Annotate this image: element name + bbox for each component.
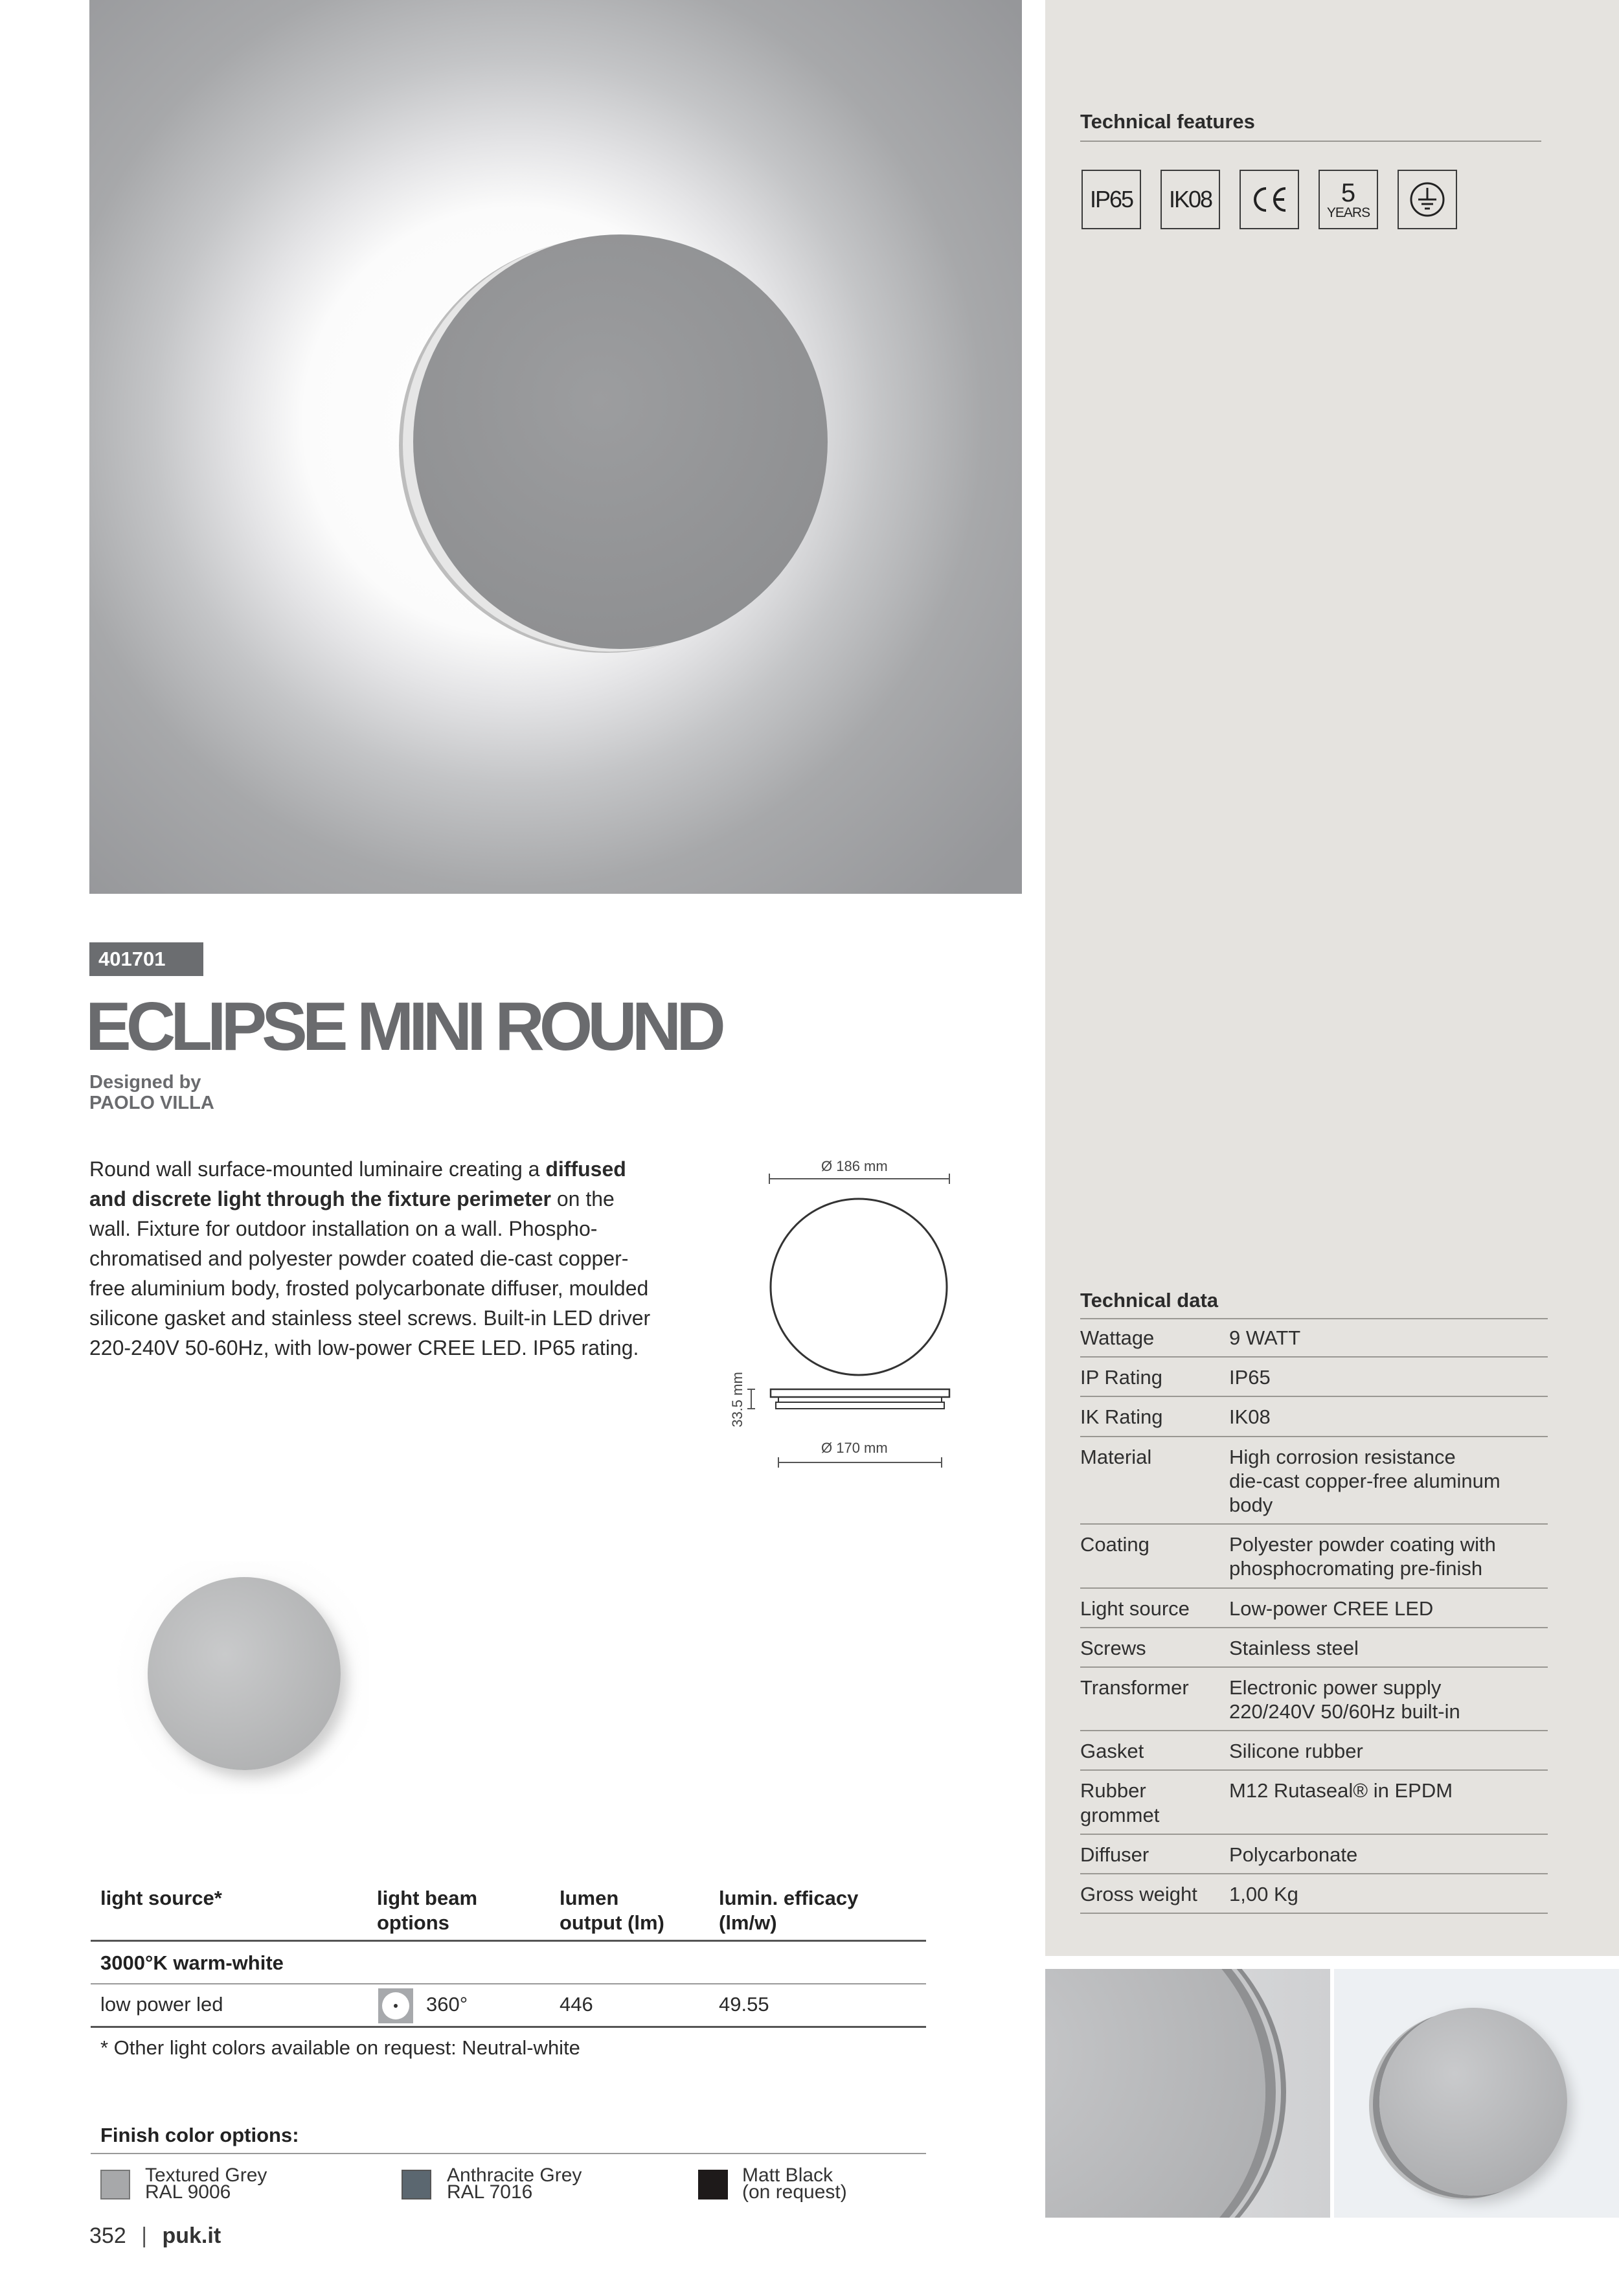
detail-angle-disc <box>1379 2008 1567 2196</box>
finish-rule <box>91 2153 926 2154</box>
table-rule-top <box>91 1940 926 1942</box>
finish-code: RAL 9006 <box>145 2181 231 2203</box>
tech-value: High corrosion resistance die-cast copper-free aluminum body <box>1229 1437 1548 1525</box>
earth-ground-icon <box>1398 170 1457 229</box>
description-text-2: on the wall. Fixture for outdoor installation on a wall. Phospho-chromatised and polyester powder coated die-cast copper-free aluminium body, frosted polycarbonate diffuser, moulded silicone gasket and stainless steel screws. Built-in LED driver 220-240V 50-60Hz, with low-power CREE LED. IP65 rating. <box>89 1187 651 1359</box>
tech-value: 9 WATT <box>1229 1318 1548 1357</box>
warranty-5-years-icon <box>1319 170 1378 229</box>
tech-key: IP Rating <box>1080 1357 1229 1396</box>
tech-value: Silicone rubber <box>1229 1731 1548 1770</box>
col-header-beam: light beam options <box>377 1887 478 1934</box>
technical-data-table <box>1080 1318 1548 1914</box>
tech-key: Rubber grommet <box>1080 1770 1229 1834</box>
swatch-anthracite-grey <box>402 2170 431 2199</box>
tech-value: Polycarbonate <box>1229 1834 1548 1874</box>
tech-value: 1,00 Kg <box>1229 1874 1548 1913</box>
light-group-label: 3000°K warm-white <box>100 1951 284 1974</box>
footer-site: puk.it <box>162 2223 221 2248</box>
finish-code: (on request) <box>742 2181 847 2203</box>
finish-label-anthracite-grey <box>447 2167 582 2201</box>
technical-data-title: Technical data <box>1080 1289 1219 1312</box>
tech-key: Gross weight <box>1080 1874 1229 1913</box>
dim-bottom-label: Ø 170 mm <box>821 1440 888 1456</box>
ce-mark-icon <box>1240 170 1299 229</box>
product-code-badge: 401701 <box>89 942 203 976</box>
warranty-unit: YEARS <box>1326 205 1370 220</box>
finish-name: Textured Grey <box>145 2165 267 2186</box>
tech-row <box>1080 1357 1548 1396</box>
product-description <box>89 1154 659 1363</box>
tech-value: Polyester powder coating with phosphocromating pre-finish <box>1229 1524 1548 1587</box>
technical-features-title: Technical features <box>1080 110 1255 133</box>
finish-label-textured-grey <box>145 2167 267 2201</box>
dim-height-label: 33.5 mm <box>729 1372 745 1427</box>
tech-key: Wattage <box>1080 1318 1229 1357</box>
ik08-icon: IK08 <box>1160 170 1220 229</box>
efficacy-cell: 49.55 <box>719 1993 769 2016</box>
tech-key: Diffuser <box>1080 1834 1229 1874</box>
tech-row <box>1080 1524 1548 1587</box>
beam-360-icon <box>378 1988 413 2023</box>
tech-row <box>1080 1437 1548 1525</box>
description-highlight: diffused and discrete light through the fixture perimeter <box>89 1157 626 1211</box>
tech-row <box>1080 1588 1548 1628</box>
tech-row <box>1080 1834 1548 1874</box>
product-title: ECLIPSE MINI ROUND <box>85 988 721 1065</box>
designed-by <box>89 1072 214 1114</box>
ip65-icon: IP65 <box>1081 170 1141 229</box>
tech-row <box>1080 1731 1548 1770</box>
tech-row <box>1080 1770 1548 1834</box>
warranty-number: 5 <box>1341 178 1356 207</box>
tech-row <box>1080 1396 1548 1436</box>
tech-key: Material <box>1080 1437 1229 1525</box>
col-header-lumen: lumen output (lm) <box>560 1887 664 1934</box>
col-header-light-source: light source* <box>100 1887 222 1909</box>
designer-name: PAOLO VILLA <box>89 1093 214 1114</box>
dim-top-label: Ø 186 mm <box>821 1158 888 1174</box>
footer-separator: | <box>141 2223 148 2248</box>
swatch-textured-grey <box>100 2170 130 2199</box>
tech-value: IK08 <box>1229 1396 1548 1436</box>
detail-closeup-disc <box>1045 1969 1265 2218</box>
tech-key: Screws <box>1080 1628 1229 1667</box>
hero-product-photo <box>89 0 1022 894</box>
technical-features-rule <box>1080 141 1541 142</box>
tech-row <box>1080 1318 1548 1357</box>
lumen-cell: 446 <box>560 1993 593 2016</box>
tech-key: Light source <box>1080 1588 1229 1628</box>
table-rule-mid <box>91 1983 926 1984</box>
tech-value: M12 Rutaseal® in EPDM <box>1229 1770 1548 1834</box>
table-rule-bottom <box>91 2026 926 2028</box>
light-footnote: * Other light colors available on request: Neutral-white <box>100 2036 580 2059</box>
page-footer <box>89 2223 221 2249</box>
technical-drawing <box>724 1153 970 1477</box>
tech-value: Electronic power supply 220/240V 50/60Hz built-in <box>1229 1667 1548 1731</box>
tech-key: Transformer <box>1080 1667 1229 1731</box>
tech-key: Coating <box>1080 1524 1229 1587</box>
finish-code: RAL 7016 <box>447 2181 533 2203</box>
light-source-cell: low power led <box>100 1993 223 2016</box>
product-side-photo <box>97 1561 369 1794</box>
description-text: Round wall surface-mounted luminaire creating a <box>89 1157 546 1181</box>
tech-row <box>1080 1628 1548 1667</box>
tech-value: Low-power CREE LED <box>1229 1588 1548 1628</box>
tech-row <box>1080 1667 1548 1731</box>
finish-name: Matt Black <box>742 2165 833 2186</box>
swatch-matt-black <box>698 2170 728 2199</box>
detail-photo-closeup <box>1045 1969 1330 2218</box>
finish-title: Finish color options: <box>100 2124 299 2146</box>
tech-row <box>1080 1874 1548 1913</box>
tech-value: Stainless steel <box>1229 1628 1548 1667</box>
designed-by-label: Designed by <box>89 1072 201 1093</box>
beam-cell: 360° <box>426 1993 468 2016</box>
col-header-efficacy: lumin. efficacy (lm/w) <box>719 1887 859 1934</box>
tech-key: Gasket <box>1080 1731 1229 1770</box>
hero-luminaire-disc <box>413 234 828 649</box>
finish-name: Anthracite Grey <box>447 2165 582 2186</box>
page-number: 352 <box>89 2223 126 2248</box>
detail-photo-angle <box>1334 1969 1619 2218</box>
tech-value: IP65 <box>1229 1357 1548 1396</box>
product-side-disc <box>148 1577 341 1770</box>
finish-label-matt-black <box>742 2167 847 2201</box>
tech-key: IK Rating <box>1080 1396 1229 1436</box>
